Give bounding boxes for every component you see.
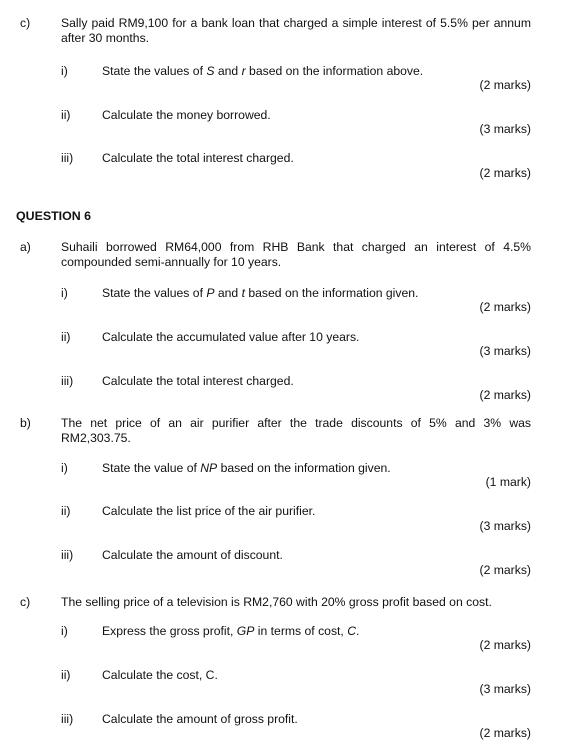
item-number: ii) xyxy=(61,108,71,122)
marks-label: (2 marks) xyxy=(479,563,531,577)
marks-label: (2 marks) xyxy=(479,726,531,740)
marks-label: (2 marks) xyxy=(479,166,531,180)
part-stem: Sally paid RM9,100 for a bank loan that charged a simple interest of 5.5% per annum after 30 months. xyxy=(61,16,531,45)
item-text: Calculate the cost, C. xyxy=(102,668,218,682)
part-letter: c) xyxy=(20,16,31,30)
item-text: Calculate the list price of the air purifier. xyxy=(102,504,316,518)
item-text: Calculate the amount of discount. xyxy=(102,548,283,562)
item-number: i) xyxy=(61,286,68,300)
marks-label: (3 marks) xyxy=(479,122,531,136)
part-letter: a) xyxy=(20,240,31,254)
question-heading: QUESTION 6 xyxy=(16,209,92,223)
item-text: State the values of S and r based on the information above. xyxy=(102,64,424,78)
part-letter: c) xyxy=(20,595,31,609)
marks-label: (3 marks) xyxy=(479,682,531,696)
marks-label: (1 mark) xyxy=(485,475,531,489)
item-text: State the values of P and t based on the information given. xyxy=(102,286,419,300)
marks-label: (2 marks) xyxy=(479,78,531,92)
item-text: Calculate the money borrowed. xyxy=(102,108,271,122)
part-stem: Suhaili borrowed RM64,000 from RHB Bank that charged an interest of 4.5% compounded semi-annually for 10 years. xyxy=(61,240,531,269)
item-text: Calculate the total interest charged. xyxy=(102,374,294,388)
item-number: i) xyxy=(61,461,68,475)
item-number: i) xyxy=(61,624,68,638)
item-number: iii) xyxy=(61,548,74,562)
item-number: i) xyxy=(61,64,68,78)
item-number: iii) xyxy=(61,712,74,726)
item-number: iii) xyxy=(61,374,74,388)
item-number: iii) xyxy=(61,151,74,165)
item-text: State the value of NP based on the information given. xyxy=(102,461,391,475)
marks-label: (2 marks) xyxy=(479,300,531,314)
marks-label: (2 marks) xyxy=(479,638,531,652)
part-stem: The selling price of a television is RM2,760 with 20% gross profit based on cost. xyxy=(61,595,492,609)
part-letter: b) xyxy=(20,416,31,430)
marks-label: (3 marks) xyxy=(479,344,531,358)
item-number: ii) xyxy=(61,330,71,344)
marks-label: (2 marks) xyxy=(479,388,531,402)
item-text: Calculate the accumulated value after 10 years. xyxy=(102,330,360,344)
item-text: Calculate the amount of gross profit. xyxy=(102,712,298,726)
item-text: Express the gross profit, GP in terms of cost, C. xyxy=(102,624,360,638)
item-text: Calculate the total interest charged. xyxy=(102,151,294,165)
item-number: ii) xyxy=(61,668,71,682)
part-stem: The net price of an air purifier after the trade discounts of 5% and 3% was RM2,303.75. xyxy=(61,416,531,445)
marks-label: (3 marks) xyxy=(479,519,531,533)
item-number: ii) xyxy=(61,504,71,518)
